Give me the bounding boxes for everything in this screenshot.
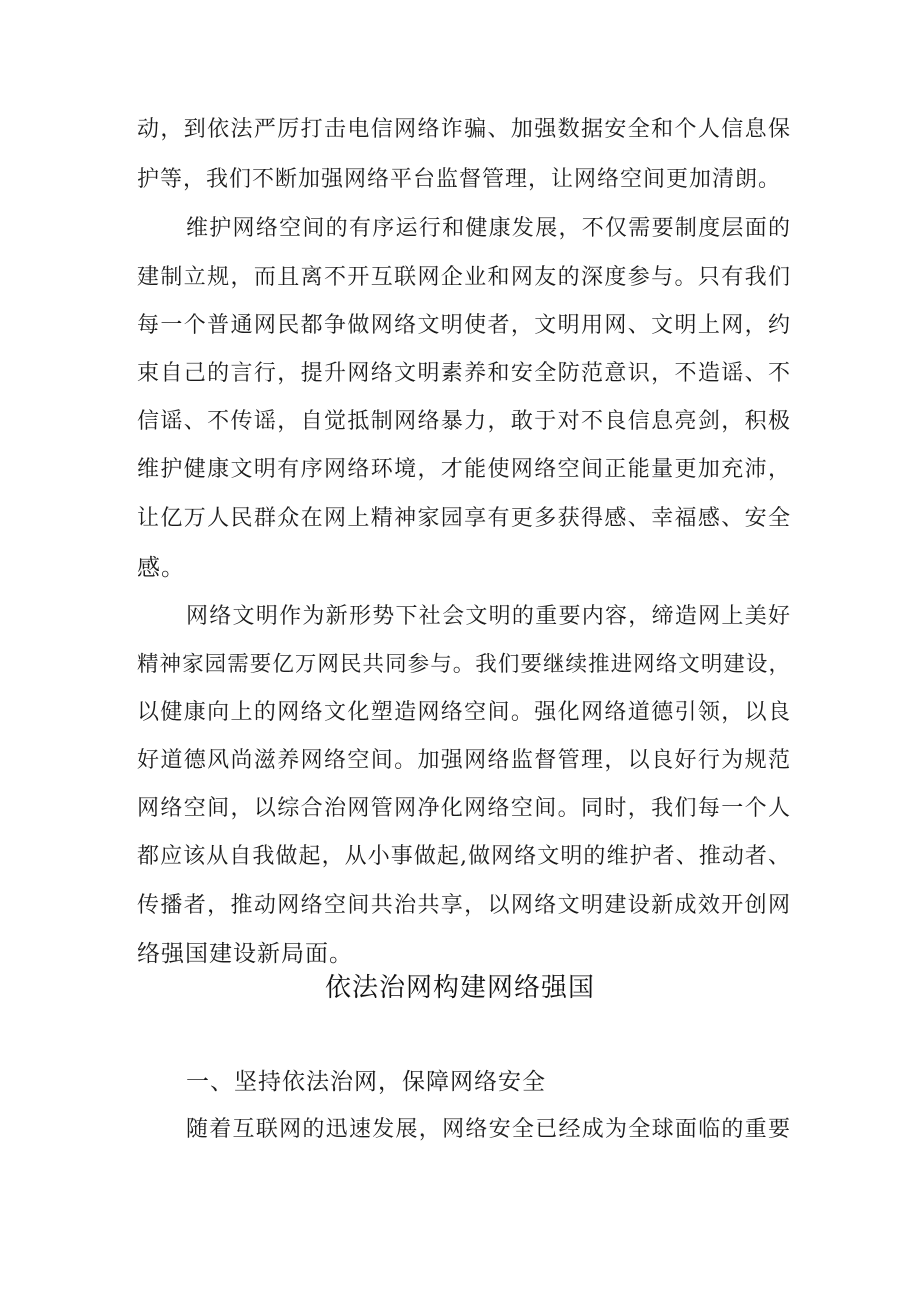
paragraph-3-line-3: 以健康向上的网络文化塑造网络空间。强化网络道德引领，以良 [137,700,791,725]
paragraph-2-line-3: 每一个普通网民都争做网络文明使者，文明用网、文明上网，约 [137,313,791,338]
paragraph-3-line-8: 络强国建设新局面。 [137,941,353,967]
section-heading: 一、坚持依法治网，保障网络安全 [186,1069,546,1095]
paragraph-3-line-5: 网络空间，以综合治网管网净化网络空间。同时，我们每一个人 [137,796,791,821]
paragraph-1-line-1: 动，到依法严厉打击电信网络诈骗、加强数据安全和个人信息保 [137,117,791,142]
paragraph-2-line-2: 建制立规，而且离不开互联网企业和网友的深度参与。只有我们 [137,265,791,290]
paragraph-3-line-4: 好道德风尚滋养网络空间。加强网络监督管理，以良好行为规范 [137,748,791,773]
paragraph-3-line-7: 传播者，推动网络空间共治共享，以网络文明建设新成效开创网 [137,893,791,918]
section-paragraph-line-1: 随着互联网的迅速发展，网络安全已经成为全球面临的重要 [186,1117,791,1142]
paragraph-3-line-1: 网络文明作为新形势下社会文明的重要内容，缔造网上美好 [186,604,791,629]
paragraph-3-line-6: 都应该从自我做起，从小事做起,做网络文明的维护者、推动者、 [137,844,791,869]
article-title: 依法治网构建网络强国 [324,973,595,1003]
paragraph-1-line-2: 护等，我们不断加强网络平台监督管理，让网络空间更加清朗。 [137,167,782,192]
paragraph-2-line-8: 感。 [137,555,185,581]
paragraph-3-line-2: 精神家园需要亿万网民共同参与。我们要继续推进网络文明建设， [137,652,791,677]
paragraph-2-line-5: 信谣、不传谣，自觉抵制网络暴力，敢于对不良信息亮剑，积极 [137,409,791,434]
paragraph-2-line-7: 让亿万人民群众在网上精神家园享有更多获得感、幸福感、安全 [137,506,791,531]
paragraph-2-line-6: 维护健康文明有序网络环境，才能使网络空间正能量更加充沛， [137,457,791,482]
paragraph-2-line-1: 维护网络空间的有序运行和健康发展，不仅需要制度层面的 [186,216,791,241]
paragraph-2-line-4: 束自己的言行，提升网络文明素养和安全防范意识，不造谣、不 [137,361,791,386]
